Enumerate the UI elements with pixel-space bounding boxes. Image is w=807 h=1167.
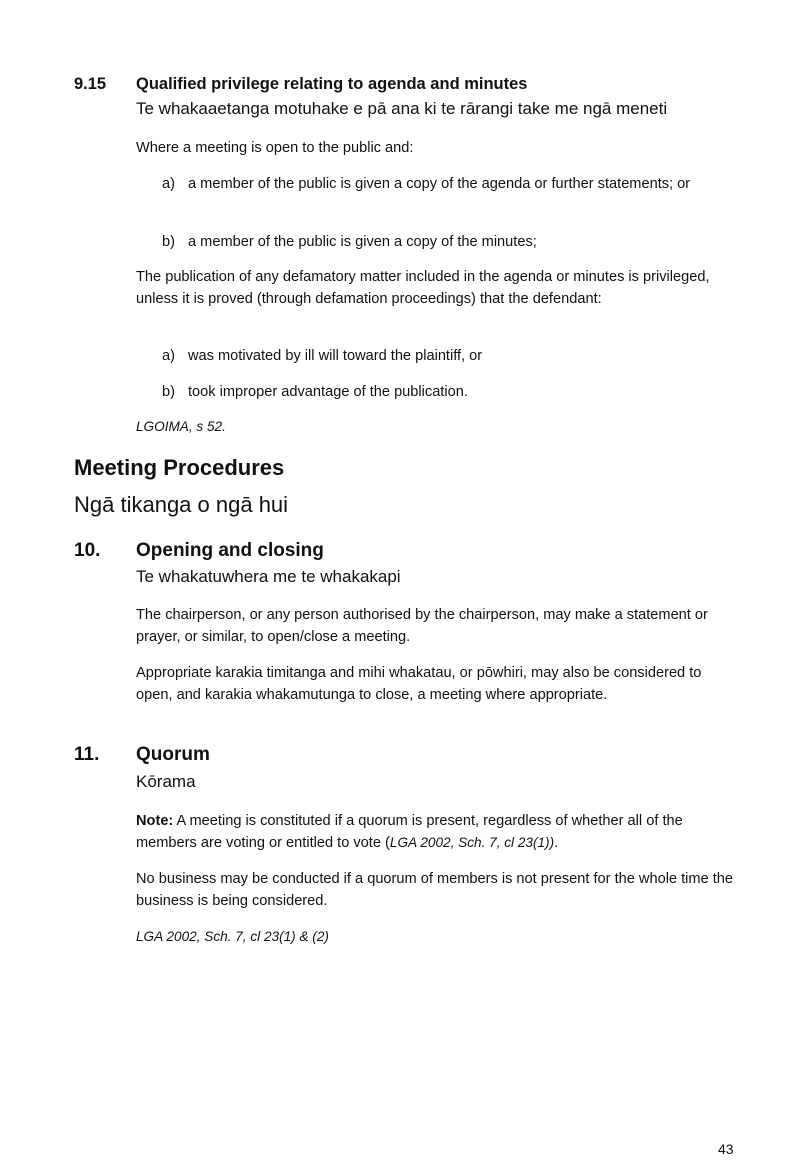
list-item	[162, 381, 738, 403]
list-item-text: took improper advantage of the publication.	[188, 384, 468, 400]
list-item	[162, 231, 738, 253]
section-title: Opening and closing	[136, 540, 324, 561]
section-title: Quorum	[136, 744, 210, 765]
paragraph: The publication of any defamatory matter included in the agenda or minutes is privileged, unless it is proved (through defamation proceedings) that the defendant:	[136, 269, 710, 307]
list-item-text: was motivated by ill will toward the plaintiff, or	[188, 348, 483, 364]
section-number: 11.	[74, 744, 100, 765]
list-item-label: b)	[162, 234, 175, 250]
note-end: .	[554, 835, 559, 851]
paragraph: No business may be conducted if a quorum of members is not present for the whole time the business is being considered.	[136, 871, 734, 909]
section-subtitle: Te whakaaetanga motuhake e pā ana ki te rārangi take me ngā meneti	[136, 99, 668, 118]
list-item-label: b)	[162, 384, 175, 400]
chapter-heading: Meeting Procedures	[74, 455, 285, 480]
section-number: 9.15	[74, 75, 107, 93]
page-number: 43	[718, 1141, 734, 1157]
list-item-label: a)	[162, 176, 175, 192]
paragraph: Where a meeting is open to the public and:	[136, 140, 414, 156]
section-number: 10.	[74, 540, 101, 561]
section-title: Qualified privilege relating to agenda and minutes	[136, 75, 528, 93]
section-subtitle: Kōrama	[136, 772, 196, 791]
paragraph: The chairperson, or any person authorised by the chairperson, may make a statement or prayer, or similar, to open/close a meeting.	[136, 607, 708, 645]
section-subtitle: Te whakatuwhera me te whakakapi	[136, 567, 401, 586]
list-item-label: a)	[162, 348, 175, 364]
note-paragraph	[136, 810, 736, 854]
note-text: A meeting is constituted if a quorum is present, regardless of whether all of the members are voting or entitled to vote (	[136, 813, 683, 851]
list-item	[162, 345, 738, 367]
note-label: Note:	[136, 813, 174, 829]
list-item-text: a member of the public is given a copy of the minutes;	[188, 234, 537, 250]
paragraph: Appropriate karakia timitanga and mihi whakatau, or pōwhiri, may also be considered to open, and karakia whakamutunga to close, a meeting where appropriate.	[136, 665, 702, 703]
citation: LGOIMA, s 52.	[136, 419, 226, 434]
inline-citation: LGA 2002, Sch. 7, cl 23(1))	[389, 835, 555, 850]
chapter-subheading: Ngā tikanga o ngā hui	[74, 492, 289, 517]
citation: LGA 2002, Sch. 7, cl 23(1) & (2)	[136, 929, 329, 944]
list-item	[162, 173, 738, 195]
list-item-text: a member of the public is given a copy of the agenda or further statements; or	[188, 176, 691, 192]
